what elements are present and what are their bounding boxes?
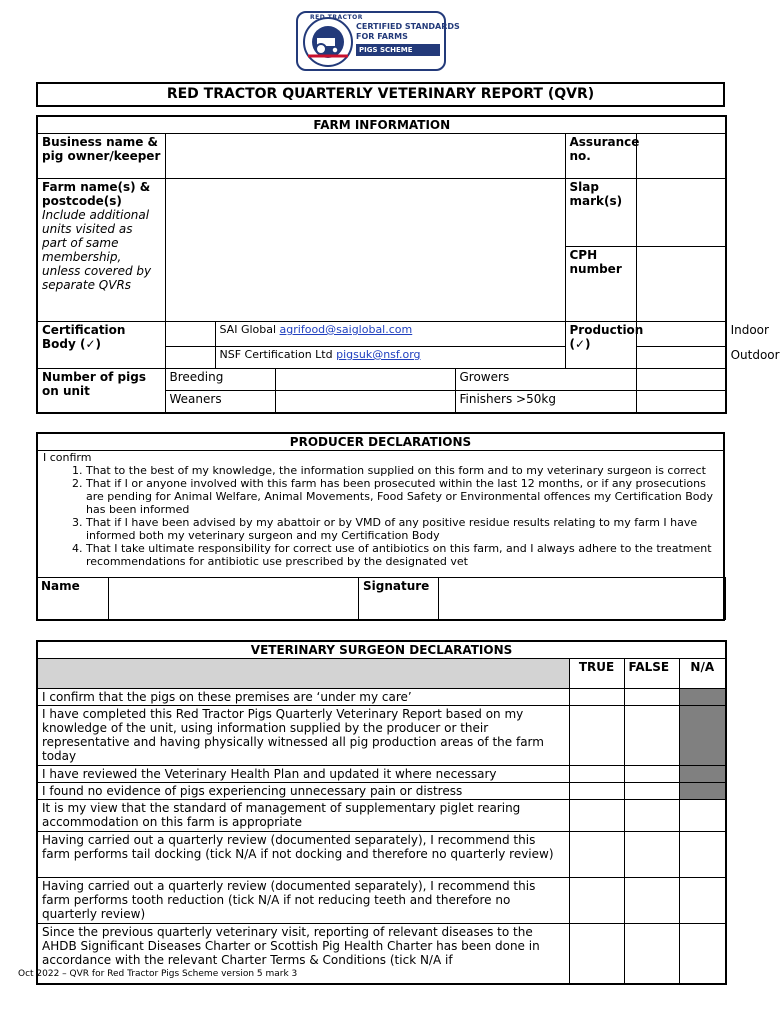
business-name-label: Business name & pig owner/keeper [37,134,165,179]
page-footer: Oct 2022 – QVR for Red Tractor Pigs Scheme version 5 mark 3 [18,969,298,979]
growers-field[interactable] [636,369,726,391]
farm-name-label: Farm name(s) & postcode(s) [42,180,151,208]
farm-name-field[interactable] [165,179,565,322]
name-label: Name [37,578,109,620]
breeding-label: Breeding [165,369,275,391]
vet-declaration-row: Having carried out a quarterly review (documented separately), I recommend this farm performs tail docking (tick N/A if not docking and therefore no quarterly review) [37,832,569,878]
cph-number-label: CPH number [565,247,636,322]
false-tick-box[interactable] [624,766,679,783]
producer-signoff-table [36,577,726,620]
cph-number-field[interactable] [636,247,726,322]
nsf-tick-box[interactable] [165,347,215,369]
vet-declaration-row: I found no evidence of pigs experiencing unnecessary pain or distress [37,783,569,800]
na-tick-box[interactable] [679,800,726,832]
tractor-emblem-icon [302,16,354,68]
true-tick-box[interactable] [569,706,624,766]
true-column-header: TRUE [569,659,624,689]
nsf-label: NSF Certification Ltd [219,348,337,361]
na-disabled-cell [679,706,726,766]
false-tick-box[interactable] [624,783,679,800]
farm-information-table: FARM INFORMATION Business name & pig owner/keeper Assurance no. Farm name(s) & postcode(s) Include additional units visited as part of same membership, unless covered by separate QVRs Slap mark(s) CPH number Certification Body (✓) SAI Global agrifood@saiglobal.com Production (✓) Indoor NSF Certification Ltd pigsuk@nsf.org Outdoor Number of pigs on unit Breeding Growers Weaners Finishers >50kg [36,115,727,414]
na-tick-box[interactable] [679,832,726,878]
producer-declarations-header: PRODUCER DECLARATIONS [38,434,723,451]
na-tick-box[interactable] [679,878,726,924]
business-name-field[interactable] [165,134,565,179]
number-of-pigs-label: Number of pigs on unit [37,369,165,413]
finishers-field[interactable] [636,391,726,413]
farm-name-label-cell [37,179,165,322]
producer-intro: I confirm [43,451,92,464]
sai-global-cell [215,322,565,347]
na-tick-box[interactable] [679,924,726,984]
vet-declarations-header: VETERINARY SURGEON DECLARATIONS [37,641,726,659]
certification-body-label: Certification Body (✓) [37,322,165,369]
producer-declarations-box [36,432,725,621]
breeding-field[interactable] [275,369,455,391]
farm-name-note: Include additional units visited as part of same membership, unless covered by separate QVRs [42,208,152,292]
slap-mark-label: Slap mark(s) [565,179,636,247]
finishers-label: Finishers >50kg [455,391,636,413]
na-disabled-cell [679,783,726,800]
true-tick-box[interactable] [569,800,624,832]
false-tick-box[interactable] [624,924,679,984]
vet-declaration-row: I confirm that the pigs on these premises are ‘under my care’ [37,689,569,706]
farm-info-header: FARM INFORMATION [37,116,726,134]
vet-declarations-table [36,640,727,985]
false-tick-box[interactable] [624,689,679,706]
false-tick-box[interactable] [624,878,679,924]
sai-global-label: SAI Global [219,323,280,336]
true-tick-box[interactable] [569,689,624,706]
false-tick-box[interactable] [624,706,679,766]
vet-declaration-row: Since the previous quarterly veterinary visit, reporting of relevant diseases to the AHDB Significant Diseases Charter or Scottish Pig Health Charter has been done in accordance with the relevant Charter Terms & Conditions (tick N/A if [37,924,569,984]
vet-declaration-row: I have reviewed the Veterinary Health Plan and updated it where necessary [37,766,569,783]
true-tick-box[interactable] [569,878,624,924]
logo-ring-text: RED TRACTOR [310,14,363,21]
true-tick-box[interactable] [569,832,624,878]
na-column-header: N/A [679,659,726,689]
assurance-no-field[interactable] [636,134,726,179]
sai-global-email-link[interactable]: agrifood@saiglobal.com [279,323,413,336]
false-tick-box[interactable] [624,800,679,832]
false-tick-box[interactable] [624,832,679,878]
producer-declarations-list [38,464,723,568]
nsf-email-link[interactable]: pigsuk@nsf.org [336,348,421,361]
assurance-no-label: Assurance no. [565,134,636,179]
producer-declaration-item: 4. That I take ultimate responsibility for correct use of antibiotics on this farm, and I always adhere to the treatment recommendations for antibiotic use prescribed by the designated vet [86,542,713,568]
vet-declaration-row: I have completed this Red Tractor Pigs Quarterly Veterinary Report based on my knowledge of the unit, using information supplied by the producer or their representative and having physically witnessed all pig production areas of the farm today [37,706,569,766]
vet-declaration-row: It is my view that the standard of management of supplementary piglet rearing accommodation on this farm is appropriate [37,800,569,832]
producer-declaration-item: 1. That to the best of my knowledge, the information supplied on this form and to my veterinary surgeon is correct [86,464,713,477]
signature-label: Signature [359,578,439,620]
logo-line1: CERTIFIED STANDARDS [356,22,460,31]
na-disabled-cell [679,766,726,783]
nsf-cell [215,347,565,369]
name-field[interactable] [109,578,359,620]
false-column-header: FALSE [624,659,679,689]
vet-declarations-wrapper [36,640,725,967]
report-title: RED TRACTOR QUARTERLY VETERINARY REPORT (QVR) [36,82,725,107]
production-label: Production (✓) [565,322,636,369]
logo-scheme-banner: PIGS SCHEME [356,44,440,56]
producer-declaration-item: 2. That if I or anyone involved with this farm has been prosecuted within the last 12 months, or if any prosecutions are pending for Animal Welfare, Animal Movements, Food Safety or Environmental offences my Certification Body has been informed [86,477,713,516]
weaners-label: Weaners [165,391,275,413]
weaners-field[interactable] [275,391,455,413]
indoor-tick-box[interactable] [636,322,726,347]
red-tractor-logo [296,11,460,71]
growers-label: Growers [455,369,636,391]
slap-mark-field[interactable] [636,179,726,247]
vet-declaration-row: Having carried out a quarterly review (documented separately), I recommend this farm performs tooth reduction (tick N/A if not reducing teeth and therefore no quarterly review) [37,878,569,924]
na-disabled-cell [679,689,726,706]
logo-line2: FOR FARMS [356,32,408,41]
sai-tick-box[interactable] [165,322,215,347]
true-tick-box[interactable] [569,766,624,783]
signature-field[interactable] [439,578,726,620]
outdoor-tick-box[interactable] [636,347,726,369]
producer-declaration-item: 3. That if I have been advised by my abattoir or by VMD of any positive residue results relating to my farm I have informed both my veterinary surgeon and my Certification Body [86,516,713,542]
true-tick-box[interactable] [569,783,624,800]
true-tick-box[interactable] [569,924,624,984]
vet-header-spacer [37,659,569,689]
